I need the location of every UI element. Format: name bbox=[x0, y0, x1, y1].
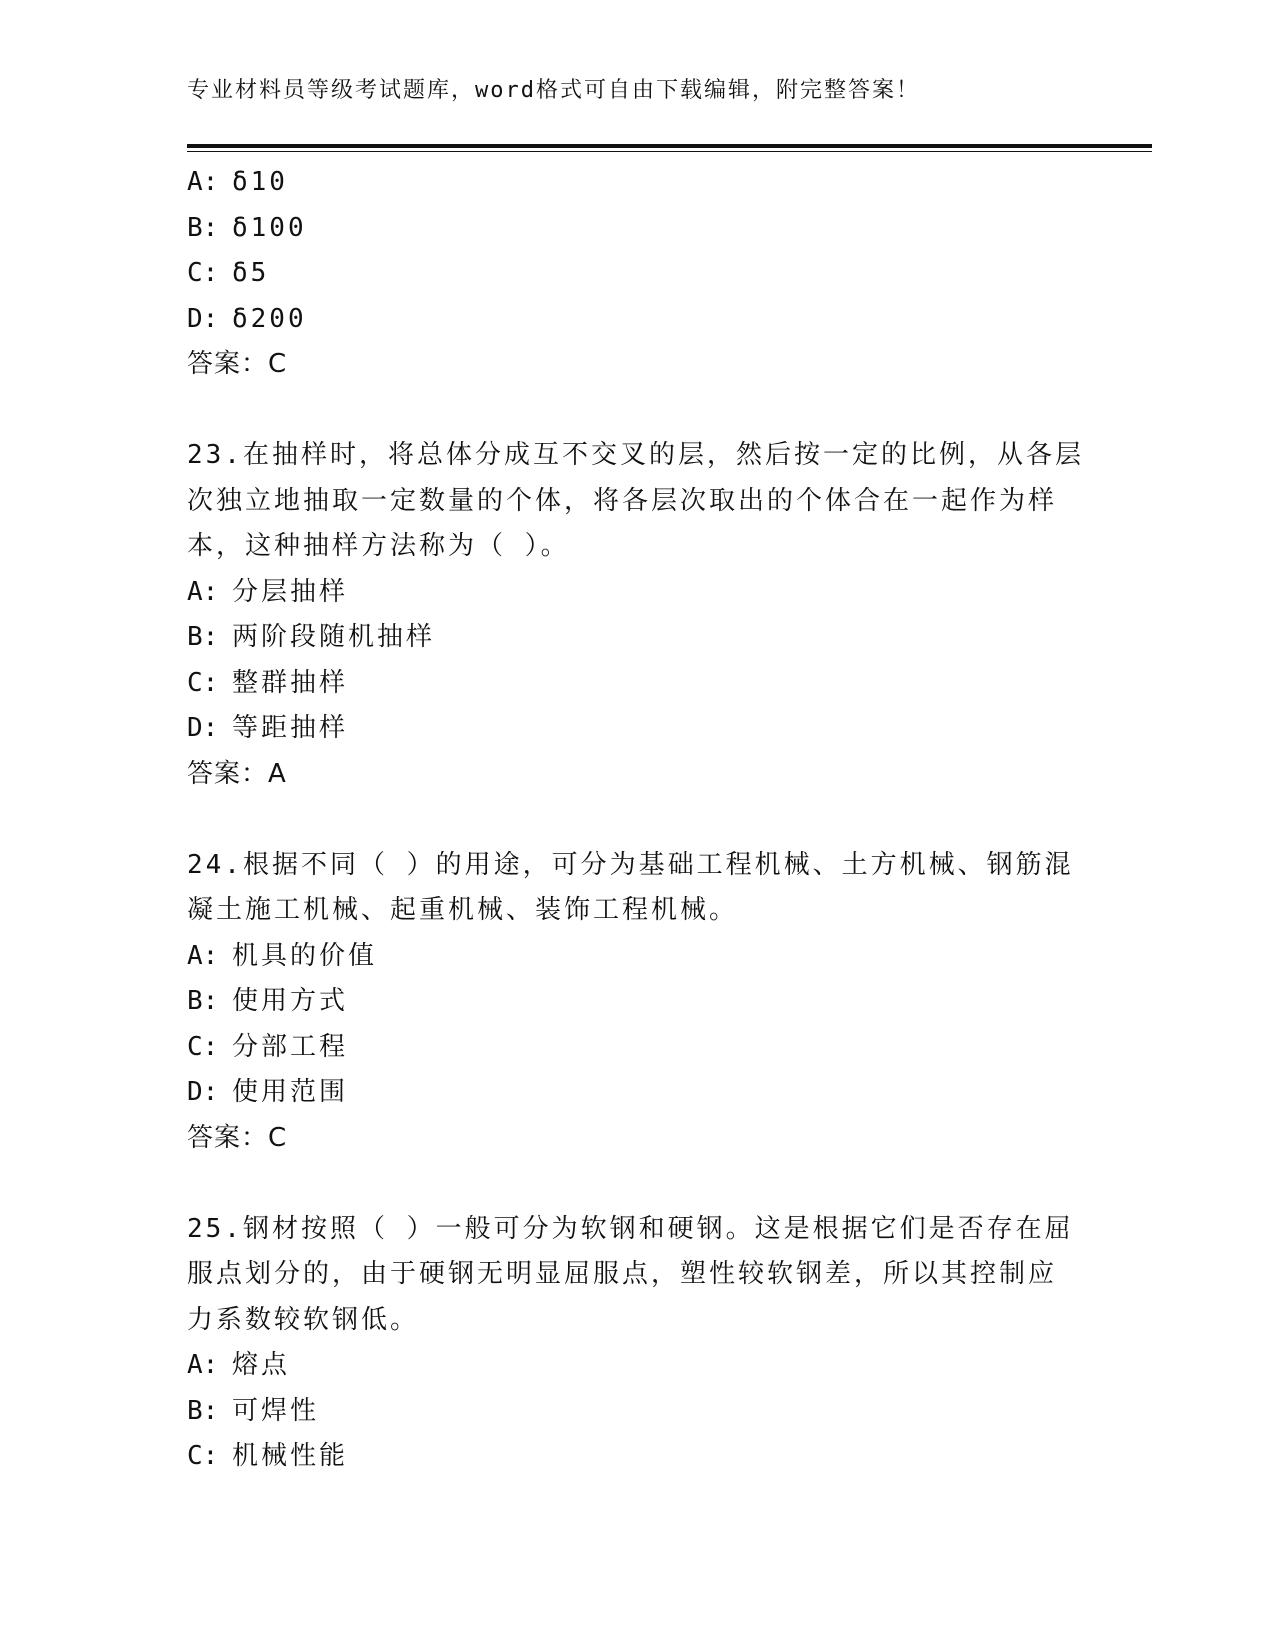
question-text-line: 次独立地抽取一定数量的个体，将各层次取出的个体合在一起作为样 bbox=[187, 485, 1058, 516]
option-c: C: δ5 bbox=[187, 258, 270, 288]
spacer bbox=[187, 388, 1067, 434]
question-text-line: 25.钢材按照（ ）一般可分为软钢和硬钢。这是根据它们是否存在屈 bbox=[187, 1213, 1074, 1244]
option-b: B: 可焊性 bbox=[187, 1395, 320, 1426]
spacer bbox=[187, 1161, 1067, 1207]
question-23-block bbox=[187, 433, 1084, 797]
option-c: C: 整群抽样 bbox=[187, 667, 349, 698]
question-text-line: 服点划分的，由于硬钢无明显屈服点，塑性较软钢差，所以其控制应 bbox=[187, 1259, 1058, 1289]
option-a: A: 熔点 bbox=[187, 1350, 291, 1380]
question-22-block bbox=[187, 160, 1067, 388]
answer-line: 答案：A bbox=[187, 758, 287, 789]
answer-line: 答案：C bbox=[187, 349, 288, 379]
question-text-line: 24.根据不同（ ）的用途，可分为基础工程机械、土方机械、钢筋混 bbox=[187, 849, 1074, 880]
question-24-block bbox=[187, 843, 1074, 1162]
option-d: D: 等距抽样 bbox=[187, 713, 349, 743]
header-divider bbox=[187, 144, 1152, 148]
option-a: A: 分层抽样 bbox=[187, 576, 349, 607]
option-d: D: 使用范围 bbox=[187, 1077, 349, 1107]
answer-line: 答案：C bbox=[187, 1122, 288, 1153]
header-divider-thin bbox=[187, 151, 1152, 152]
option-b: B: 使用方式 bbox=[187, 986, 349, 1016]
question-text-line: 力系数较软钢低。 bbox=[187, 1304, 420, 1335]
option-a: A: 机具的价值 bbox=[187, 940, 378, 971]
spacer bbox=[187, 797, 1067, 843]
question-text-line: 23.在抽样时，将总体分成互不交叉的层，然后按一定的比例，从各层 bbox=[187, 440, 1084, 470]
option-b: B: 两阶段随机抽样 bbox=[187, 622, 436, 652]
option-a: A: δ10 bbox=[187, 167, 288, 197]
option-c: C: 分部工程 bbox=[187, 1031, 349, 1062]
question-25-block bbox=[187, 1207, 1074, 1480]
question-list bbox=[187, 160, 1084, 1480]
option-b: B: δ100 bbox=[187, 212, 307, 243]
option-c: C: 机械性能 bbox=[187, 1441, 349, 1471]
option-d: D: δ200 bbox=[187, 303, 307, 334]
question-text-line: 本，这种抽样方法称为（ ）。 bbox=[187, 531, 570, 561]
page-header: 专业材料员等级考试题库，word格式可自由下载编辑，附完整答案！ bbox=[187, 78, 920, 103]
question-text-line: 凝土施工机械、起重机械、装饰工程机械。 bbox=[187, 895, 739, 925]
